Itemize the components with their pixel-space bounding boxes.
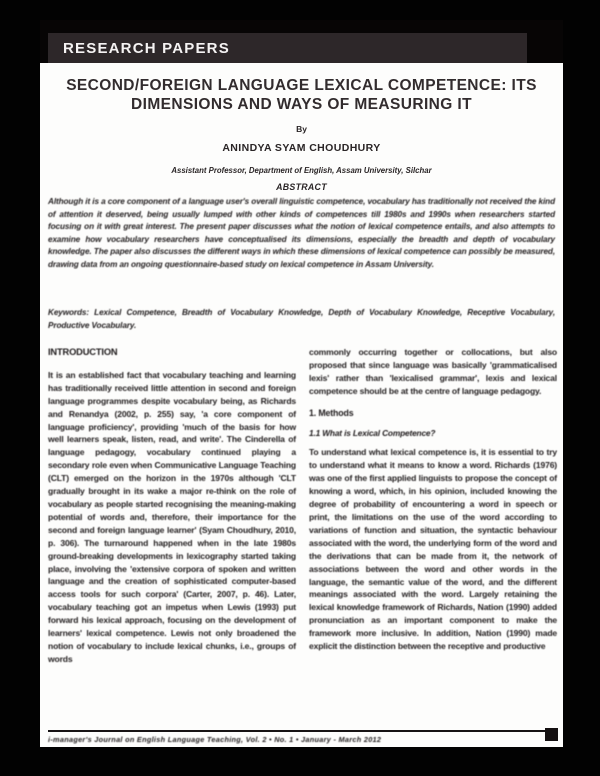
header-band: [40, 20, 563, 63]
abstract-heading: ABSTRACT: [276, 182, 327, 192]
banner-label: RESEARCH PAPERS: [63, 39, 230, 57]
right-column-paragraph: To understand what lexical competence is, it is essential to try to understand what it means to know a word. Richards (1976) was one of the first applied linguists to propose the concept of knowing a word, which, in his opinion, included knowing the degree of probability of encountering a word in speech or print, the limitations on the use of the word according to variations of function and situation, the syntactic behaviour associated with the word, the underlying form of the word and the derivations that can be made from it, the network of associations between the word and other words in the language, the semantic value of the word, and the different meanings associated with the word. Largely retaining the lexical knowledge framework of Richards, Nation (1990) added pronunciation as an important component to make the framework more inclusive. In addition, Nation (1990) made explicit the distinction between the receptive and productive: [309, 447, 557, 652]
footer-rule: [48, 730, 547, 732]
author-name: ANINDYA SYAM CHOUDHURY: [222, 142, 381, 154]
paper-title: [60, 77, 543, 114]
abstract-text: Although it is a core component of a language user's overall linguistic competence, vocabulary has traditionally not received the kind of attention it deserved, being usually lumped with other kinds of competences till 1980s and 1990s when researchers started focusing on it with great interest. The present paper discusses what the notion of lexical competence entails, and also attempts to examine how vocabulary researchers have conceptualised its dimensions, especially the breadth and depth of vocabulary knowledge. The paper also discusses the different ways in which these dimensions of lexical competence can possibly be measured, drawing data from an ongoing questionnaire-based study on lexical competence in Assam University.: [48, 197, 555, 269]
paper-title-line1: SECOND/FOREIGN LANGUAGE LEXICAL COMPETENCE: ITS: [66, 77, 537, 94]
byline: By: [296, 124, 307, 134]
page-number-badge: [545, 728, 558, 741]
right-column: [309, 346, 557, 728]
research-papers-banner: [48, 33, 527, 63]
methods-heading: 1. Methods: [309, 407, 354, 418]
lexical-competence-subheading: 1.1 What is Lexical Competence?: [309, 427, 436, 438]
left-column-paragraph: It is an established fact that vocabulary teaching and learning has traditionally received little attention in second and foreign language programmes despite vocabulary being, as Richards and Renandya (2002, p. 255) say, 'a core component of language proficiency', providing 'much of the basis for how well learners speak, listen, read, and write'. The Cinderella of language pedagogy, vocabulary continued playing a secondary role even when Communicative Language Teaching (CLT) emerged on the horizon in the 1970s although 'CLT gradually brought in its wake a major re-think on the role of vocabulary as people started recognising the meaning-making potential of words and, therefore, their importance for the second and foreign language learner' (Syam Choudhury, 2010, p. 306). The turnaround happened when in the late 1980s ground-breaking developments in lexicography started taking place, involving the 'extensive corpora of spoken and written language and the creation of sophisticated computer-based access tools for such corpora' (Carter, 2007, p. 46). Later, vocabulary teaching got an impetus when Lewis (1993) put forward his lexical approach, focusing on the development of learners' lexical competence. Lewis not only broadened the notion of vocabulary to include lexical chunks, i.e., groups of words: [48, 369, 296, 664]
paper-title-line2: DIMENSIONS AND WAYS OF MEASURING IT: [131, 95, 472, 113]
keywords-text: Keywords: Lexical Competence, Breadth of Vocabulary Knowledge, Depth of Vocabulary Knowledge, Receptive Vocabulary, Productive Vocabulary.: [48, 308, 555, 330]
introduction-heading: INTRODUCTION: [48, 347, 118, 357]
paper-page: [40, 20, 563, 747]
two-column-body: [48, 346, 557, 728]
right-column-paragraph-top: commonly occurring together or collocations, but also proposed that since language was basically 'grammaticalised lexis' rather than 'lexicalised grammar', lexis and lexical competence should be at the centre of language pedagogy.: [309, 347, 557, 396]
footer-journal-line: i-manager's Journal on English Language Teaching, Vol. 2 • No. 1 • January - March 2012: [48, 735, 382, 744]
left-column: [48, 346, 296, 728]
author-affiliation: Assistant Professor, Department of English, Assam University, Silchar: [171, 166, 432, 175]
